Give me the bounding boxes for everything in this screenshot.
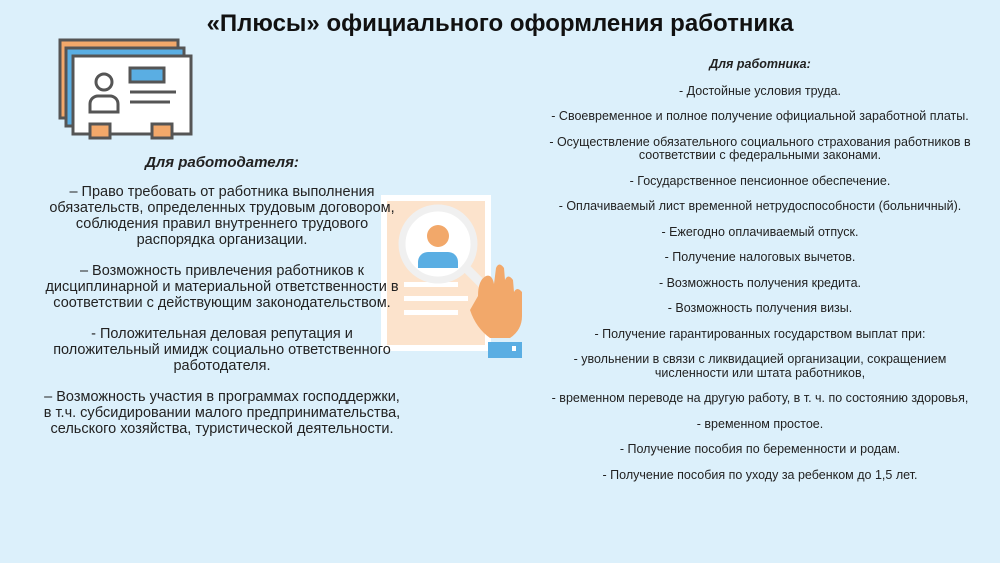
page-title: «Плюсы» официального оформления работника bbox=[206, 10, 794, 37]
employee-item: - временном переводе на другую работу, в т. ч. по состоянию здоровья, bbox=[551, 391, 969, 405]
employee-section bbox=[536, 58, 984, 494]
employee-item: - Ежегодно оплачиваемый отпуск. bbox=[661, 224, 859, 239]
employee-item: - Возможность получения визы. bbox=[667, 301, 853, 315]
employee-item: - Оплачиваемый лист временной нетрудоспособности (больничный). bbox=[558, 199, 962, 213]
employer-item: – Возможность участия в программах господдержки, в т.ч. субсидировании малого предпринимательства, сельского хозяйства, туристической деятельности. bbox=[43, 389, 401, 437]
id-cards-icon bbox=[56, 36, 196, 142]
employer-item: – Возможность привлечения работников к дисциплинарной и материальной ответственности в соответствии с действующим законодательством. bbox=[45, 263, 399, 311]
employee-item: - Получение пособия по беременности и родам. bbox=[619, 442, 901, 456]
employee-item: - Своевременное и полное получение официальной заработной платы. bbox=[551, 109, 969, 123]
employee-item: - увольнении в связи с ликвидацией организации, сокращением численности или штата работников, bbox=[573, 352, 947, 380]
employee-item: - Получение пособия по уходу за ребенком до 1,5 лет. bbox=[602, 467, 918, 482]
employee-heading: Для работника: bbox=[709, 57, 811, 71]
employee-item: - Получение гарантированных государством выплат при: bbox=[594, 326, 926, 341]
employer-heading: Для работодателя: bbox=[145, 154, 299, 171]
employer-section bbox=[42, 155, 402, 452]
employee-item: - Достойные условия труда. bbox=[679, 83, 841, 98]
employee-item: - Получение налоговых вычетов. bbox=[664, 250, 856, 264]
employee-item: - Возможность получения кредита. bbox=[658, 275, 862, 290]
employee-item: - временном простое. bbox=[696, 416, 824, 431]
employee-item: - Государственное пенсионное обеспечение. bbox=[629, 173, 891, 188]
employer-item: – Право требовать от работника выполнения обязательств, определенных трудовым договором, соблюдения правил внутреннего трудового распорядка организации. bbox=[49, 184, 395, 248]
employer-item: - Положительная деловая репутация и положительный имидж социально ответственного работодателя. bbox=[53, 326, 391, 374]
employee-item: - Осуществление обязательного социального страхования работников в соответствии с федеральными законами. bbox=[549, 134, 971, 162]
